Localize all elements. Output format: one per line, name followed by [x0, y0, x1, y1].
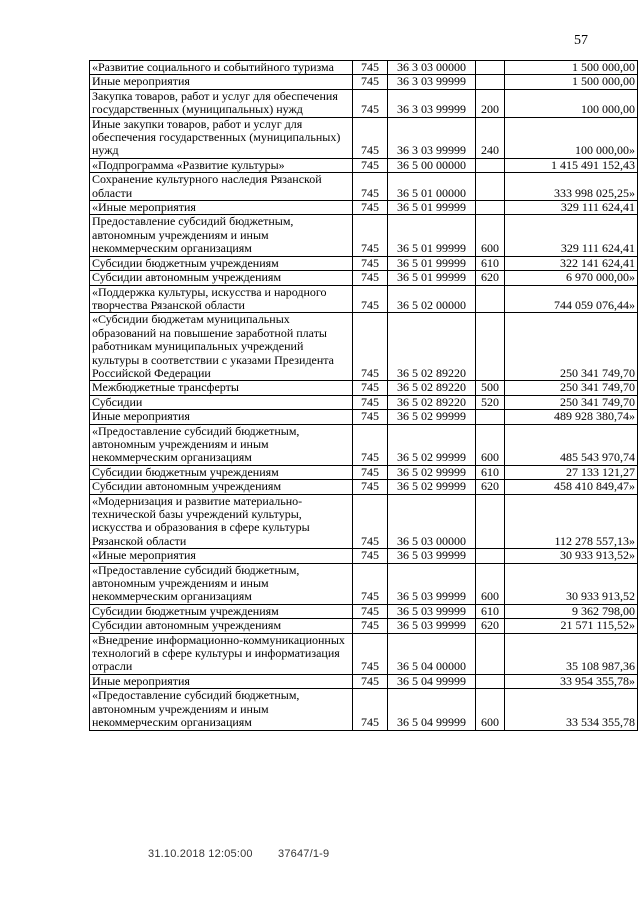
row-amount: 250 341 749,70 [505, 313, 638, 381]
row-name: Закупка товаров, работ и услуг для обеспечения государственных (муниципальных) нужд [90, 89, 353, 117]
table-row [90, 381, 638, 395]
row-code: 745 [353, 563, 388, 604]
table-row [90, 619, 638, 633]
table-row [90, 285, 638, 313]
row-code: 745 [353, 173, 388, 201]
table-row [90, 158, 638, 172]
row-code: 745 [353, 271, 388, 285]
table-row [90, 117, 638, 158]
row-target-article: 36 5 03 99999 [388, 563, 476, 604]
row-target-article: 36 5 02 99999 [388, 424, 476, 465]
row-target-article: 36 3 03 99999 [388, 89, 476, 117]
table-row [90, 410, 638, 424]
row-expense-type: 620 [476, 480, 505, 494]
row-name: «Предоставление субсидий бюджетным, автономным учреждениям и иным некоммерческим организациям [90, 689, 353, 730]
row-code: 745 [353, 381, 388, 395]
row-target-article: 36 5 02 99999 [388, 410, 476, 424]
page-number: 57 [574, 33, 588, 48]
row-target-article: 36 5 03 99999 [388, 619, 476, 633]
row-code: 745 [353, 158, 388, 172]
row-code: 745 [353, 285, 388, 313]
row-amount: 489 928 380,74» [505, 410, 638, 424]
row-amount: 6 970 000,00» [505, 271, 638, 285]
row-target-article: 36 5 02 89220 [388, 313, 476, 381]
row-name: Субсидии [90, 395, 353, 409]
row-expense-type [476, 61, 505, 75]
row-code: 745 [353, 674, 388, 688]
row-amount: 1 500 000,00 [505, 75, 638, 89]
table-row [90, 173, 638, 201]
row-target-article: 36 5 03 00000 [388, 494, 476, 549]
row-amount: 100 000,00» [505, 117, 638, 158]
row-name: «Развитие социального и событийного туризма [90, 61, 353, 75]
table-row [90, 689, 638, 730]
row-target-article: 36 5 02 00000 [388, 285, 476, 313]
row-target-article: 36 3 03 99999 [388, 75, 476, 89]
row-amount: 100 000,00 [505, 89, 638, 117]
table-row [90, 633, 638, 674]
table-row [90, 75, 638, 89]
row-target-article: 36 5 04 00000 [388, 633, 476, 674]
row-name: Иные мероприятия [90, 75, 353, 89]
row-code: 745 [353, 604, 388, 618]
row-name: «Подпрограмма «Развитие культуры» [90, 158, 353, 172]
row-expense-type: 610 [476, 465, 505, 479]
table-row [90, 215, 638, 256]
row-expense-type [476, 313, 505, 381]
row-amount: 1 415 491 152,43 [505, 158, 638, 172]
budget-table [89, 60, 638, 731]
table-row [90, 465, 638, 479]
row-expense-type [476, 201, 505, 215]
table-row [90, 674, 638, 688]
row-expense-type [476, 158, 505, 172]
row-target-article: 36 5 01 99999 [388, 271, 476, 285]
row-expense-type: 620 [476, 619, 505, 633]
row-code: 745 [353, 89, 388, 117]
table-row [90, 313, 638, 381]
row-code: 745 [353, 633, 388, 674]
row-code: 745 [353, 494, 388, 549]
row-code: 745 [353, 201, 388, 215]
row-expense-type [476, 410, 505, 424]
row-amount: 744 059 076,44» [505, 285, 638, 313]
table-row [90, 549, 638, 563]
row-expense-type [476, 633, 505, 674]
row-expense-type [476, 674, 505, 688]
row-name: Субсидии бюджетным учреждениям [90, 604, 353, 618]
row-name: «Поддержка культуры, искусства и народного творчества Рязанской области [90, 285, 353, 313]
footer-doc-id: 37647/1-9 [278, 848, 330, 860]
row-amount: 329 111 624,41 [505, 215, 638, 256]
row-expense-type: 600 [476, 689, 505, 730]
row-expense-type [476, 285, 505, 313]
row-name: «Модернизация и развитие материально-технической базы учреждений культуры, искусства и образования в сфере культуры Рязанской области [90, 494, 353, 549]
row-target-article: 36 5 02 99999 [388, 480, 476, 494]
footer-timestamp: 31.10.2018 12:05:00 [148, 848, 253, 860]
row-code: 745 [353, 480, 388, 494]
row-target-article: 36 5 02 99999 [388, 465, 476, 479]
row-target-article: 36 3 03 00000 [388, 61, 476, 75]
row-amount: 30 933 913,52 [505, 563, 638, 604]
row-target-article: 36 5 01 99999 [388, 201, 476, 215]
row-target-article: 36 5 04 99999 [388, 674, 476, 688]
row-expense-type: 200 [476, 89, 505, 117]
row-amount: 27 133 121,27 [505, 465, 638, 479]
row-expense-type: 610 [476, 604, 505, 618]
row-expense-type: 240 [476, 117, 505, 158]
row-name: Субсидии бюджетным учреждениям [90, 256, 353, 270]
row-target-article: 36 5 01 99999 [388, 215, 476, 256]
row-name: Иные мероприятия [90, 410, 353, 424]
row-amount: 30 933 913,52» [505, 549, 638, 563]
row-target-article: 36 5 01 00000 [388, 173, 476, 201]
row-expense-type: 600 [476, 563, 505, 604]
row-name: «Иные мероприятия [90, 201, 353, 215]
row-code: 745 [353, 75, 388, 89]
row-amount: 112 278 557,13» [505, 494, 638, 549]
table-row [90, 563, 638, 604]
footer [148, 848, 351, 860]
row-code: 745 [353, 395, 388, 409]
row-code: 745 [353, 256, 388, 270]
row-name: Субсидии автономным учреждениям [90, 619, 353, 633]
row-target-article: 36 5 01 99999 [388, 256, 476, 270]
row-expense-type: 610 [476, 256, 505, 270]
table-row [90, 89, 638, 117]
row-target-article: 36 3 03 99999 [388, 117, 476, 158]
row-expense-type: 600 [476, 215, 505, 256]
row-name: Предоставление субсидий бюджетным, автономным учреждениям и иным некоммерческим организациям [90, 215, 353, 256]
row-code: 745 [353, 549, 388, 563]
row-name: Иные мероприятия [90, 674, 353, 688]
row-code: 745 [353, 117, 388, 158]
row-target-article: 36 5 04 99999 [388, 689, 476, 730]
row-amount: 250 341 749,70 [505, 395, 638, 409]
row-name: Межбюджетные трансферты [90, 381, 353, 395]
row-name: «Субсидии бюджетам муниципальных образований на повышение заработной платы работникам муниципальных учреждений культуры в соответствии с указами Президента Российской Федерации [90, 313, 353, 381]
table-row [90, 201, 638, 215]
table-row [90, 61, 638, 75]
row-target-article: 36 5 02 89220 [388, 381, 476, 395]
table-row [90, 256, 638, 270]
row-expense-type: 520 [476, 395, 505, 409]
table-row [90, 494, 638, 549]
row-amount: 485 543 970,74 [505, 424, 638, 465]
row-amount: 322 141 624,41 [505, 256, 638, 270]
row-code: 745 [353, 61, 388, 75]
row-name: «Внедрение информационно-коммуникационных технологий в сфере культуры и информатизация отрасли [90, 633, 353, 674]
row-amount: 250 341 749,70 [505, 381, 638, 395]
row-name: «Предоставление субсидий бюджетным, автономным учреждениям и иным некоммерческим организациям [90, 563, 353, 604]
row-amount: 21 571 115,52» [505, 619, 638, 633]
row-code: 745 [353, 215, 388, 256]
row-name: Субсидии автономным учреждениям [90, 271, 353, 285]
row-code: 745 [353, 410, 388, 424]
table-row [90, 424, 638, 465]
table-row [90, 395, 638, 409]
row-amount: 33 954 355,78» [505, 674, 638, 688]
row-expense-type: 600 [476, 424, 505, 465]
table-row [90, 604, 638, 618]
row-amount: 329 111 624,41 [505, 201, 638, 215]
row-expense-type [476, 173, 505, 201]
row-expense-type [476, 549, 505, 563]
row-amount: 1 500 000,00 [505, 61, 638, 75]
budget-table-body [90, 61, 638, 731]
row-code: 745 [353, 619, 388, 633]
row-target-article: 36 5 03 99999 [388, 549, 476, 563]
row-code: 745 [353, 424, 388, 465]
table-row [90, 480, 638, 494]
row-code: 745 [353, 313, 388, 381]
row-expense-type: 500 [476, 381, 505, 395]
row-name: «Предоставление субсидий бюджетным, автономным учреждениям и иным некоммерческим организациям [90, 424, 353, 465]
row-code: 745 [353, 465, 388, 479]
row-target-article: 36 5 02 89220 [388, 395, 476, 409]
row-target-article: 36 5 03 99999 [388, 604, 476, 618]
row-name: Сохранение культурного наследия Рязанской области [90, 173, 353, 201]
row-name: Иные закупки товаров, работ и услуг для обеспечения государственных (муниципальных) нужд [90, 117, 353, 158]
row-target-article: 36 5 00 00000 [388, 158, 476, 172]
row-expense-type [476, 75, 505, 89]
row-expense-type [476, 494, 505, 549]
row-name: Субсидии автономным учреждениям [90, 480, 353, 494]
row-expense-type: 620 [476, 271, 505, 285]
row-name: «Иные мероприятия [90, 549, 353, 563]
row-amount: 333 998 025,25» [505, 173, 638, 201]
row-amount: 458 410 849,47» [505, 480, 638, 494]
row-amount: 33 534 355,78 [505, 689, 638, 730]
row-amount: 35 108 987,36 [505, 633, 638, 674]
row-name: Субсидии бюджетным учреждениям [90, 465, 353, 479]
table-row [90, 271, 638, 285]
row-amount: 9 362 798,00 [505, 604, 638, 618]
row-code: 745 [353, 689, 388, 730]
